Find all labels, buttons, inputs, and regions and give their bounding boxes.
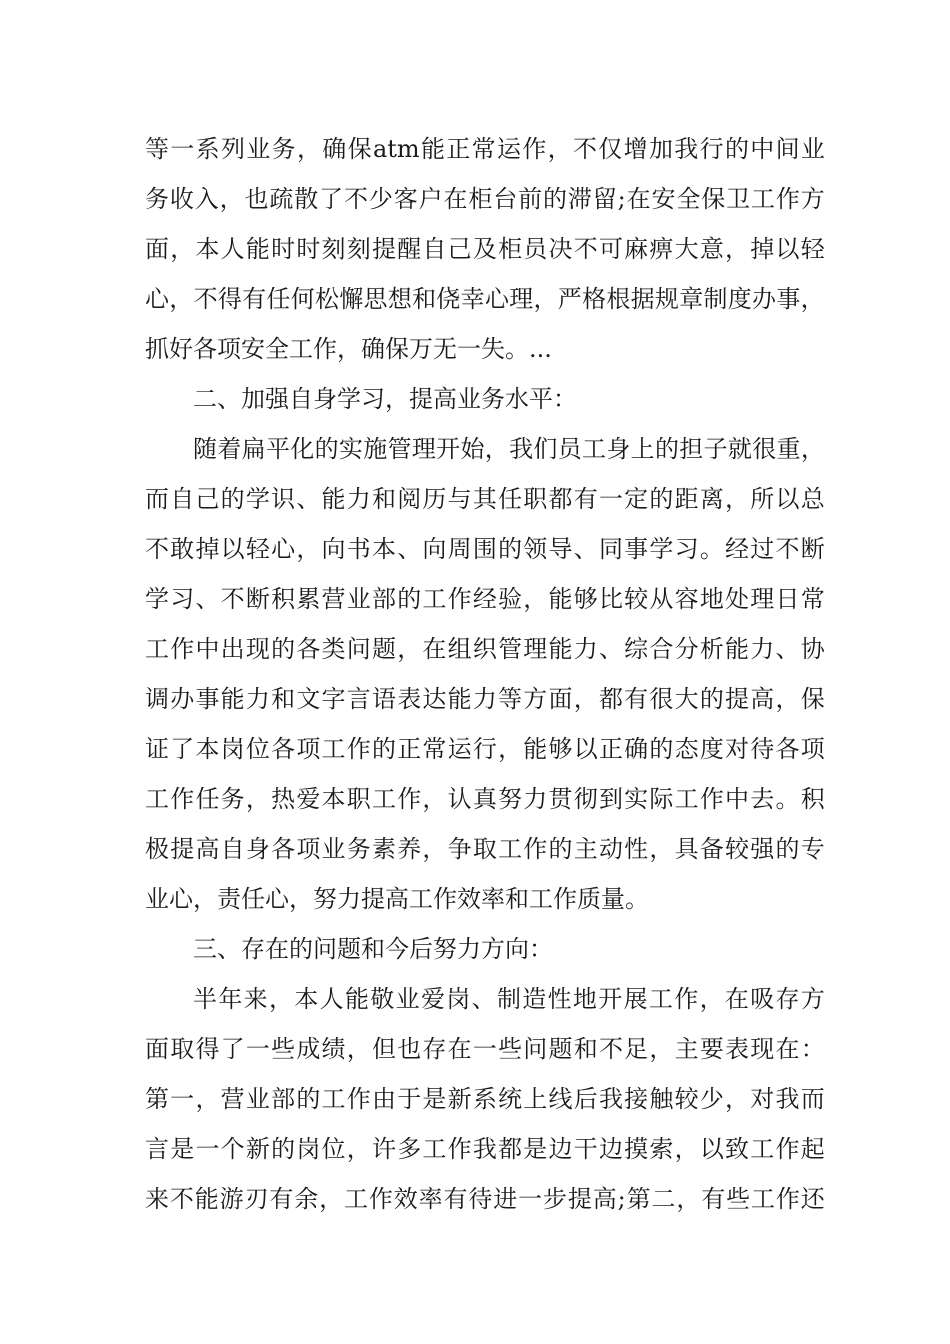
text-line: 工 作 中 出 现 的 各 类 问 题 ， 在 组 织 管 理 能 力 、 综 合 分 析 能 力 、 协	[145, 635, 825, 663]
text-line: 言 是 一 个 新 的 岗 位 ， 许 多 工 作 我 都 是 边 干 边 摸 索 ， 以 致 工 作 起	[145, 1135, 825, 1163]
text-line: 面 ， 本 人 能 时 时 刻 刻 提 醒 自 己 及 柜 员 决 不 可 麻 痹 大 意 ， 掉 以 轻	[145, 235, 825, 263]
text-line: 极 提 高 自 身 各 项 业 务 素 养 ， 争 取 工 作 的 主 动 性 ， 具 备 较 强 的 专	[145, 835, 825, 863]
text-line: 第 一 ， 营 业 部 的 工 作 由 于 是 新 系 统 上 线 后 我 接 触 较 少 ， 对 我 而	[145, 1085, 825, 1113]
text-line: 随 着 扁 平 化 的 实 施 管 理 开 始 ， 我 们 员 工 身 上 的 担 子 就 很 重 ，	[193, 435, 825, 463]
text-line: 证 了 本 岗 位 各 项 工 作 的 正 常 运 行 ， 能 够 以 正 确 的 态 度 对 待 各 项	[145, 735, 825, 763]
text-line: 来 不 能 游 刃 有 余 ， 工 作 效 率 有 待 进 一 步 提 高 ; 第 二 ， 有 些 工 作 还	[145, 1185, 825, 1213]
text-line: 不 敢 掉 以 轻 心 ， 向 书 本 、 向 周 围 的 领 导 、 同 事 学 习 。 经 过 不 断	[145, 535, 825, 563]
text-line: 而 自 己 的 学 识 、 能 力 和 阅 历 与 其 任 职 都 有 一 定 的 距 离 ， 所 以 总	[145, 485, 825, 513]
text-line: 抓好各项安全工作，确保万无一失。...	[145, 335, 552, 363]
text-line: 二、加强自身学习，提高业务水平：	[193, 385, 577, 413]
text-line: 调 办 事 能 力 和 文 字 言 语 表 达 能 力 等 方 面 ， 都 有 很 大 的 提 高 ， 保	[145, 685, 825, 713]
text-line: 务 收 入 ， 也 疏 散 了 不 少 客 户 在 柜 台 前 的 滞 留 ; 在 安 全 保 卫 工 作 方	[145, 185, 825, 213]
text-line: 等 一 系 列 业 务 ， 确 保 atm 能 正 常 运 作 ， 不 仅 增 加 我 行 的 中 间 业	[145, 135, 825, 163]
text-line: 半 年 来 ， 本 人 能 敬 业 爱 岗 、 制 造 性 地 开 展 工 作 ， 在 吸 存 方	[193, 985, 825, 1013]
text-line: 业心，责任心，努力提高工作效率和工作质量。	[145, 885, 649, 913]
text-line: 面 取 得 了 一 些 成 绩 ， 但 也 存 在 一 些 问 题 和 不 足 ， 主 要 表 现 在 ：	[145, 1035, 825, 1063]
document-body	[145, 124, 825, 1224]
text-line: 三、存在的问题和今后努力方向：	[193, 935, 553, 963]
text-line: 学 习 、 不 断 积 累 营 业 部 的 工 作 经 验 ， 能 够 比 较 从 容 地 处 理 日 常	[145, 585, 825, 613]
text-line: 工 作 任 务 ， 热 爱 本 职 工 作 ， 认 真 努 力 贯 彻 到 实 际 工 作 中 去 。 积	[145, 785, 825, 813]
text-line: 心 ， 不 得 有 任 何 松 懈 思 想 和 侥 幸 心 理 ， 严 格 根 据 规 章 制 度 办 事 ，	[145, 285, 825, 313]
